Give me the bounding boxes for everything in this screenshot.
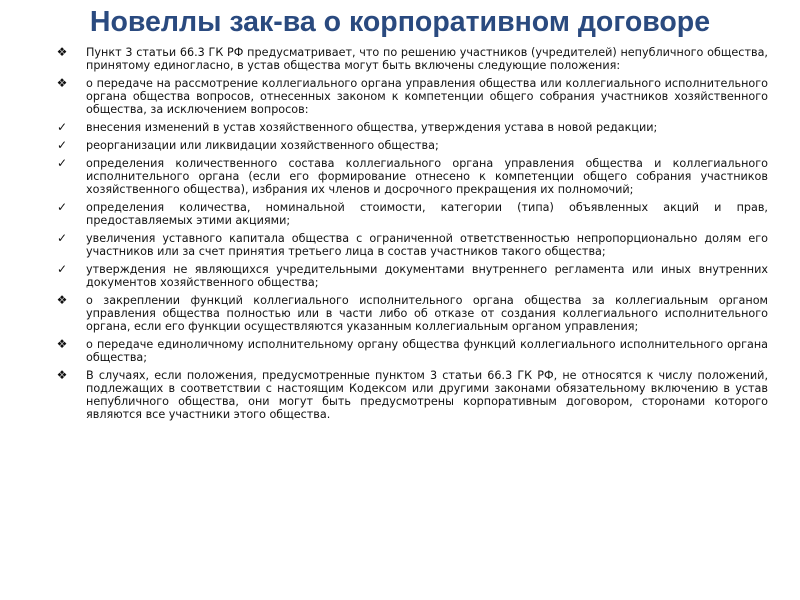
bullet-item bbox=[54, 121, 768, 134]
check-bullet-icon: ✓ bbox=[56, 138, 68, 152]
bullet-item bbox=[54, 157, 768, 196]
check-bullet-icon: ✓ bbox=[56, 262, 68, 276]
bullet-item bbox=[54, 77, 768, 116]
check-bullet-icon: ✓ bbox=[56, 156, 68, 170]
bullet-text: определения количества, номинальной стоимости, категории (типа) объявленных акций и прав, предоставляемых этими акциями; bbox=[86, 201, 768, 227]
bullet-text: Пункт 3 статьи 66.3 ГК РФ предусматривает, что по решению участников (учредителей) непубличного общества, принятому единогласно, в устав общества могут быть включены следующие положения: bbox=[86, 46, 768, 72]
check-bullet-icon: ✓ bbox=[56, 231, 68, 245]
bullet-item bbox=[54, 263, 768, 289]
bullet-item bbox=[54, 369, 768, 421]
bullet-text: о закреплении функций коллегиального исполнительного органа общества за коллегиальным органом управления общества полностью или в части либо об отказе от создания коллегиального исполнительного органа, если его функции осуществляются указанным коллегиальным органом управления; bbox=[86, 294, 768, 333]
bullet-item bbox=[54, 201, 768, 227]
bullet-list bbox=[54, 46, 768, 426]
diamond-bullet-icon: ❖ bbox=[56, 368, 68, 382]
bullet-text: В случаях, если положения, предусмотренные пунктом 3 статьи 66.3 ГК РФ, не относятся к числу положений, подлежащих в соответствии с настоящим Кодексом или другими законами обязательному включению в устав непубличного общества, они могут быть предусмотрены корпоративным договором, сторонами которого являются все участники этого общества. bbox=[86, 369, 768, 421]
bullet-text: о передаче единоличному исполнительному органу общества функций коллегиального исполнительного органа общества; bbox=[86, 338, 768, 364]
bullet-text: определения количественного состава коллегиального органа управления общества и коллегиального исполнительного органа (если его формирование отнесено к компетенции общего собрания участников хозяйственного общества), избрания их членов и досрочного прекращения их полномочий; bbox=[86, 157, 768, 196]
bullet-item bbox=[54, 338, 768, 364]
bullet-item bbox=[54, 232, 768, 258]
check-bullet-icon: ✓ bbox=[56, 200, 68, 214]
slide-title: Новеллы зак-ва о корпоративном договоре bbox=[89, 6, 711, 38]
bullet-item bbox=[54, 294, 768, 333]
bullet-text: о передаче на рассмотрение коллегиального органа управления общества или коллегиального исполнительного органа общества вопросов, отнесенных законом к компетенции общего собрания участников хозяйственного общества, за исключением вопросов: bbox=[86, 77, 768, 116]
bullet-text: реорганизации или ликвидации хозяйственного общества; bbox=[86, 139, 439, 152]
bullet-item bbox=[54, 46, 768, 72]
bullet-item bbox=[54, 139, 768, 152]
check-bullet-icon: ✓ bbox=[56, 120, 68, 134]
bullet-text: утверждения не являющихся учредительными документами внутреннего регламента или иных внутренних документов хозяйственного общества; bbox=[86, 263, 768, 289]
bullet-text: увеличения уставного капитала общества с ограниченной ответственностью непропорционально долям его участников или за счет принятия третьего лица в состав участников такого общества; bbox=[86, 232, 768, 258]
diamond-bullet-icon: ❖ bbox=[56, 45, 68, 59]
bullet-text: внесения изменений в устав хозяйственного общества, утверждения устава в новой редакции; bbox=[86, 121, 658, 134]
diamond-bullet-icon: ❖ bbox=[56, 293, 68, 307]
diamond-bullet-icon: ❖ bbox=[56, 337, 68, 351]
diamond-bullet-icon: ❖ bbox=[56, 76, 68, 90]
